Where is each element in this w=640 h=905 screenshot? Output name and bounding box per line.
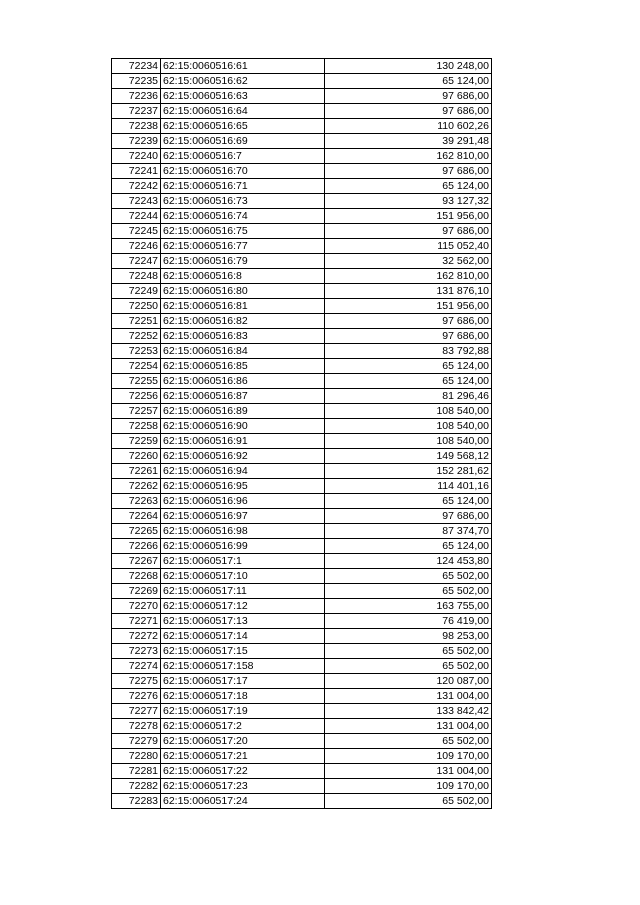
- row-number-cell: 72267: [112, 554, 161, 569]
- value-cell: 97 686,00: [325, 89, 492, 104]
- cadastral-number-cell: 62:15:0060516:70: [161, 164, 325, 179]
- value-cell: 108 540,00: [325, 404, 492, 419]
- value-cell: 97 686,00: [325, 329, 492, 344]
- value-cell: 97 686,00: [325, 224, 492, 239]
- value-cell: 97 686,00: [325, 314, 492, 329]
- value-cell: 162 810,00: [325, 149, 492, 164]
- cadastral-number-cell: 62:15:0060517:12: [161, 599, 325, 614]
- row-number-cell: 72278: [112, 719, 161, 734]
- row-number-cell: 72269: [112, 584, 161, 599]
- value-cell: 97 686,00: [325, 164, 492, 179]
- cadastral-number-cell: 62:15:0060516:61: [161, 59, 325, 74]
- cadastral-number-cell: 62:15:0060516:79: [161, 254, 325, 269]
- value-cell: 151 956,00: [325, 299, 492, 314]
- table-row: [112, 389, 492, 404]
- table-row: [112, 254, 492, 269]
- cadastral-number-cell: 62:15:0060516:69: [161, 134, 325, 149]
- value-cell: 131 004,00: [325, 719, 492, 734]
- row-number-cell: 72275: [112, 674, 161, 689]
- cadastral-number-cell: 62:15:0060516:95: [161, 479, 325, 494]
- row-number-cell: 72244: [112, 209, 161, 224]
- row-number-cell: 72265: [112, 524, 161, 539]
- table-row: [112, 269, 492, 284]
- cadastral-number-cell: 62:15:0060516:87: [161, 389, 325, 404]
- row-number-cell: 72246: [112, 239, 161, 254]
- table-row: [112, 179, 492, 194]
- row-number-cell: 72270: [112, 599, 161, 614]
- table-row: [112, 794, 492, 809]
- row-number-cell: 72254: [112, 359, 161, 374]
- table-row: [112, 284, 492, 299]
- table-row: [112, 329, 492, 344]
- row-number-cell: 72258: [112, 419, 161, 434]
- cadastral-value-table: [111, 58, 492, 809]
- value-cell: 130 248,00: [325, 59, 492, 74]
- value-cell: 65 502,00: [325, 734, 492, 749]
- table-row: [112, 359, 492, 374]
- value-cell: 110 602,26: [325, 119, 492, 134]
- cadastral-number-cell: 62:15:0060516:62: [161, 74, 325, 89]
- value-cell: 109 170,00: [325, 749, 492, 764]
- table-row: [112, 689, 492, 704]
- table-row: [112, 494, 492, 509]
- cadastral-number-cell: 62:15:0060516:73: [161, 194, 325, 209]
- table-row: [112, 299, 492, 314]
- value-cell: 131 876,10: [325, 284, 492, 299]
- row-number-cell: 72266: [112, 539, 161, 554]
- table-row: [112, 614, 492, 629]
- value-cell: 120 087,00: [325, 674, 492, 689]
- value-cell: 124 453,80: [325, 554, 492, 569]
- table-row: [112, 674, 492, 689]
- row-number-cell: 72277: [112, 704, 161, 719]
- value-cell: 65 502,00: [325, 659, 492, 674]
- cadastral-number-cell: 62:15:0060516:65: [161, 119, 325, 134]
- value-cell: 149 568,12: [325, 449, 492, 464]
- cadastral-number-cell: 62:15:0060517:18: [161, 689, 325, 704]
- row-number-cell: 72264: [112, 509, 161, 524]
- row-number-cell: 72261: [112, 464, 161, 479]
- table-row: [112, 239, 492, 254]
- value-cell: 109 170,00: [325, 779, 492, 794]
- row-number-cell: 72259: [112, 434, 161, 449]
- cadastral-number-cell: 62:15:0060517:10: [161, 569, 325, 584]
- value-cell: 65 124,00: [325, 74, 492, 89]
- table-row: [112, 584, 492, 599]
- cadastral-number-cell: 62:15:0060517:158: [161, 659, 325, 674]
- table-row: [112, 449, 492, 464]
- value-cell: 32 562,00: [325, 254, 492, 269]
- table-row: [112, 719, 492, 734]
- cadastral-number-cell: 62:15:0060516:85: [161, 359, 325, 374]
- table-row: [112, 524, 492, 539]
- row-number-cell: 72240: [112, 149, 161, 164]
- value-cell: 65 124,00: [325, 539, 492, 554]
- table-row: [112, 644, 492, 659]
- value-cell: 151 956,00: [325, 209, 492, 224]
- value-cell: 81 296,46: [325, 389, 492, 404]
- row-number-cell: 72268: [112, 569, 161, 584]
- row-number-cell: 72252: [112, 329, 161, 344]
- cadastral-number-cell: 62:15:0060516:89: [161, 404, 325, 419]
- row-number-cell: 72242: [112, 179, 161, 194]
- table-row: [112, 749, 492, 764]
- row-number-cell: 72263: [112, 494, 161, 509]
- value-cell: 133 842,42: [325, 704, 492, 719]
- row-number-cell: 72272: [112, 629, 161, 644]
- table-row: [112, 704, 492, 719]
- row-number-cell: 72281: [112, 764, 161, 779]
- cadastral-number-cell: 62:15:0060517:24: [161, 794, 325, 809]
- table-row: [112, 119, 492, 134]
- cadastral-number-cell: 62:15:0060516:77: [161, 239, 325, 254]
- cadastral-number-cell: 62:15:0060516:82: [161, 314, 325, 329]
- row-number-cell: 72245: [112, 224, 161, 239]
- table-row: [112, 539, 492, 554]
- cadastral-number-cell: 62:15:0060516:90: [161, 419, 325, 434]
- value-cell: 65 124,00: [325, 494, 492, 509]
- cadastral-number-cell: 62:15:0060517:21: [161, 749, 325, 764]
- value-cell: 93 127,32: [325, 194, 492, 209]
- value-cell: 131 004,00: [325, 689, 492, 704]
- cadastral-number-cell: 62:15:0060517:2: [161, 719, 325, 734]
- cadastral-number-cell: 62:15:0060517:20: [161, 734, 325, 749]
- value-cell: 115 052,40: [325, 239, 492, 254]
- table-row: [112, 764, 492, 779]
- cadastral-number-cell: 62:15:0060517:19: [161, 704, 325, 719]
- row-number-cell: 72276: [112, 689, 161, 704]
- row-number-cell: 72237: [112, 104, 161, 119]
- cadastral-number-cell: 62:15:0060516:75: [161, 224, 325, 239]
- table-row: [112, 779, 492, 794]
- row-number-cell: 72235: [112, 74, 161, 89]
- cadastral-number-cell: 62:15:0060516:99: [161, 539, 325, 554]
- row-number-cell: 72280: [112, 749, 161, 764]
- row-number-cell: 72271: [112, 614, 161, 629]
- table-row: [112, 164, 492, 179]
- table-row: [112, 419, 492, 434]
- value-cell: 39 291,48: [325, 134, 492, 149]
- value-cell: 87 374,70: [325, 524, 492, 539]
- table-row: [112, 59, 492, 74]
- table-row: [112, 554, 492, 569]
- value-cell: 65 502,00: [325, 569, 492, 584]
- cadastral-number-cell: 62:15:0060516:71: [161, 179, 325, 194]
- row-number-cell: 72255: [112, 374, 161, 389]
- table-row: [112, 224, 492, 239]
- table-row: [112, 404, 492, 419]
- cadastral-number-cell: 62:15:0060516:91: [161, 434, 325, 449]
- cadastral-number-cell: 62:15:0060516:7: [161, 149, 325, 164]
- cadastral-number-cell: 62:15:0060516:92: [161, 449, 325, 464]
- value-cell: 97 686,00: [325, 509, 492, 524]
- row-number-cell: 72236: [112, 89, 161, 104]
- cadastral-number-cell: 62:15:0060516:96: [161, 494, 325, 509]
- row-number-cell: 72273: [112, 644, 161, 659]
- cadastral-number-cell: 62:15:0060517:13: [161, 614, 325, 629]
- row-number-cell: 72239: [112, 134, 161, 149]
- cadastral-number-cell: 62:15:0060516:8: [161, 269, 325, 284]
- value-cell: 162 810,00: [325, 269, 492, 284]
- table-row: [112, 599, 492, 614]
- row-number-cell: 72238: [112, 119, 161, 134]
- value-cell: 76 419,00: [325, 614, 492, 629]
- cadastral-number-cell: 62:15:0060517:14: [161, 629, 325, 644]
- row-number-cell: 72274: [112, 659, 161, 674]
- value-cell: 65 124,00: [325, 359, 492, 374]
- table-row: [112, 479, 492, 494]
- table-row: [112, 74, 492, 89]
- row-number-cell: 72241: [112, 164, 161, 179]
- row-number-cell: 72257: [112, 404, 161, 419]
- cadastral-number-cell: 62:15:0060517:23: [161, 779, 325, 794]
- value-cell: 98 253,00: [325, 629, 492, 644]
- table-row: [112, 104, 492, 119]
- cadastral-number-cell: 62:15:0060517:1: [161, 554, 325, 569]
- table-row: [112, 314, 492, 329]
- table-body: [112, 59, 492, 809]
- cadastral-number-cell: 62:15:0060516:80: [161, 284, 325, 299]
- table-row: [112, 209, 492, 224]
- row-number-cell: 72262: [112, 479, 161, 494]
- row-number-cell: 72256: [112, 389, 161, 404]
- value-cell: 114 401,16: [325, 479, 492, 494]
- row-number-cell: 72249: [112, 284, 161, 299]
- row-number-cell: 72243: [112, 194, 161, 209]
- table-row: [112, 464, 492, 479]
- table-row: [112, 569, 492, 584]
- cadastral-number-cell: 62:15:0060516:74: [161, 209, 325, 224]
- table-row: [112, 629, 492, 644]
- table-row: [112, 194, 492, 209]
- value-cell: 152 281,62: [325, 464, 492, 479]
- table-row: [112, 434, 492, 449]
- value-cell: 65 124,00: [325, 179, 492, 194]
- cadastral-number-cell: 62:15:0060517:17: [161, 674, 325, 689]
- row-number-cell: 72234: [112, 59, 161, 74]
- row-number-cell: 72250: [112, 299, 161, 314]
- value-cell: 163 755,00: [325, 599, 492, 614]
- row-number-cell: 72279: [112, 734, 161, 749]
- cadastral-number-cell: 62:15:0060516:84: [161, 344, 325, 359]
- cadastral-number-cell: 62:15:0060516:63: [161, 89, 325, 104]
- row-number-cell: 72260: [112, 449, 161, 464]
- table-row: [112, 89, 492, 104]
- value-cell: 97 686,00: [325, 104, 492, 119]
- table-row: [112, 734, 492, 749]
- value-cell: 131 004,00: [325, 764, 492, 779]
- cadastral-number-cell: 62:15:0060516:94: [161, 464, 325, 479]
- value-cell: 108 540,00: [325, 434, 492, 449]
- table-row: [112, 509, 492, 524]
- value-cell: 65 502,00: [325, 644, 492, 659]
- cadastral-number-cell: 62:15:0060516:81: [161, 299, 325, 314]
- table-row: [112, 344, 492, 359]
- value-cell: 65 502,00: [325, 794, 492, 809]
- cadastral-number-cell: 62:15:0060516:98: [161, 524, 325, 539]
- row-number-cell: 72282: [112, 779, 161, 794]
- row-number-cell: 72253: [112, 344, 161, 359]
- value-cell: 65 502,00: [325, 584, 492, 599]
- row-number-cell: 72248: [112, 269, 161, 284]
- table-row: [112, 134, 492, 149]
- table-row: [112, 659, 492, 674]
- cadastral-number-cell: 62:15:0060517:15: [161, 644, 325, 659]
- cadastral-number-cell: 62:15:0060516:64: [161, 104, 325, 119]
- value-cell: 65 124,00: [325, 374, 492, 389]
- cadastral-number-cell: 62:15:0060516:83: [161, 329, 325, 344]
- table-row: [112, 149, 492, 164]
- value-cell: 108 540,00: [325, 419, 492, 434]
- row-number-cell: 72283: [112, 794, 161, 809]
- row-number-cell: 72251: [112, 314, 161, 329]
- cadastral-number-cell: 62:15:0060516:97: [161, 509, 325, 524]
- row-number-cell: 72247: [112, 254, 161, 269]
- cadastral-number-cell: 62:15:0060517:11: [161, 584, 325, 599]
- cadastral-number-cell: 62:15:0060516:86: [161, 374, 325, 389]
- table-row: [112, 374, 492, 389]
- cadastral-number-cell: 62:15:0060517:22: [161, 764, 325, 779]
- value-cell: 83 792,88: [325, 344, 492, 359]
